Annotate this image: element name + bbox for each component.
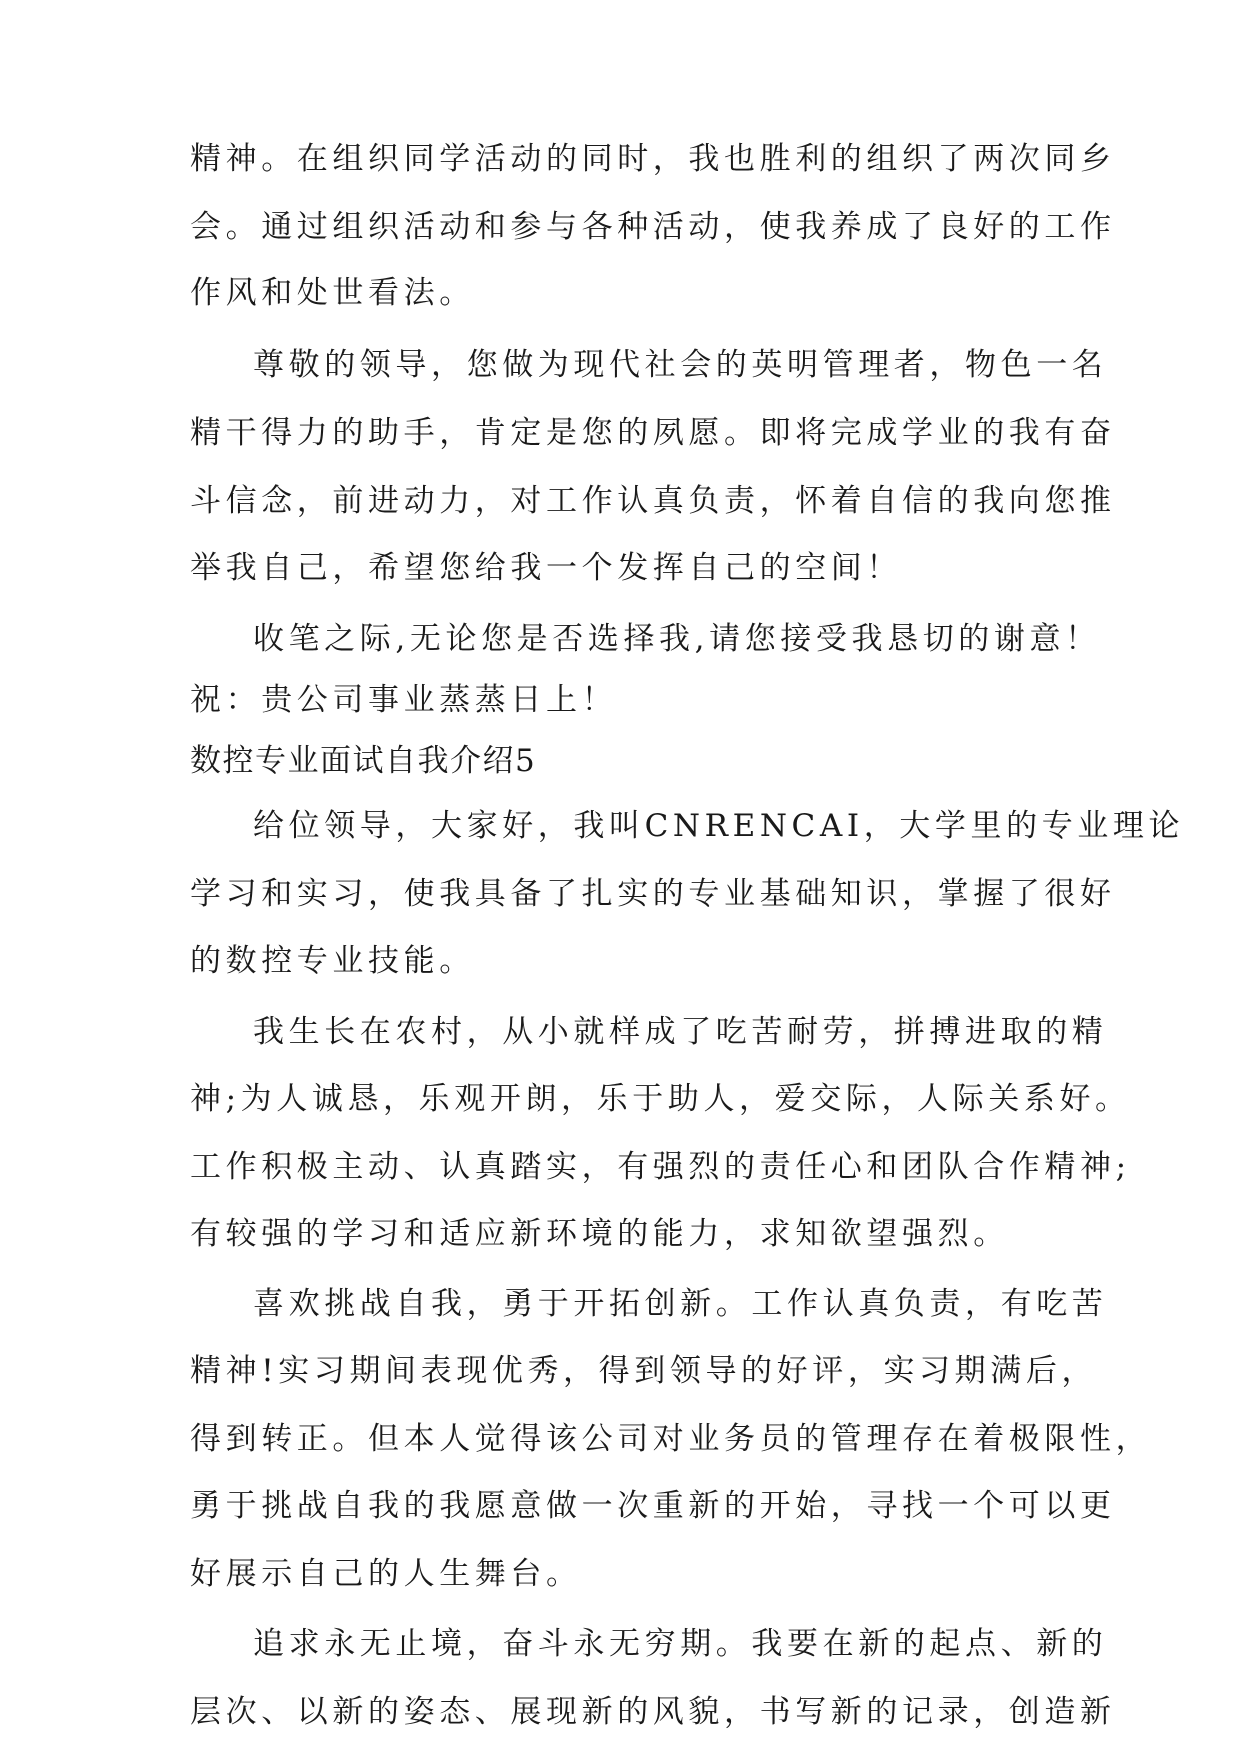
text-line: 得到转正。但本人觉得该公司对业务员的管理存在着极限性， bbox=[190, 1421, 1152, 1457]
text-line: 精神!实习期间表现优秀，得到领导的好评，实习期满后， bbox=[190, 1353, 1098, 1389]
text-line: 精神。在组织同学活动的同时，我也胜利的组织了两次同乡 bbox=[190, 141, 1116, 177]
text-line: 作风和处世看法。 bbox=[190, 275, 475, 311]
text-line: 的数控专业技能。 bbox=[190, 943, 475, 979]
paragraph-first-line: 喜欢挑战自我，勇于开拓创新。工作认真负责，有吃苦 bbox=[253, 1286, 1108, 1322]
paragraph-first-line: 给位领导，大家好，我叫CNRENCAI，大学里的专业理论 bbox=[253, 808, 1185, 844]
text-line: 有较强的学习和适应新环境的能力，求知欲望强烈。 bbox=[190, 1216, 1009, 1252]
text-line: 层次、以新的姿态、展现新的风貌，书写新的记录，创造新 bbox=[190, 1694, 1116, 1730]
text-line: 斗信念，前进动力，对工作认真负责，怀着自信的我向您推 bbox=[190, 483, 1116, 519]
paragraph-first-line: 追求永无止境，奋斗永无穷期。我要在新的起点、新的 bbox=[253, 1626, 1108, 1662]
paragraph-first-line: 尊敬的领导，您做为现代社会的英明管理者，物色一名 bbox=[253, 347, 1108, 383]
text-line: 举我自己，希望您给我一个发挥自己的空间！ bbox=[190, 550, 902, 586]
text-line: 神;为人诚恳，乐观开朗，乐于助人，爱交际，人际关系好。 bbox=[190, 1081, 1131, 1117]
paragraph-first-line: 我生长在农村，从小就样成了吃苦耐劳，拼搏进取的精 bbox=[253, 1014, 1108, 1050]
text-line: 勇于挑战自我的我愿意做一次重新的开始，寻找一个可以更 bbox=[190, 1488, 1116, 1524]
text-line: 会。通过组织活动和参与各种活动，使我养成了良好的工作 bbox=[190, 209, 1116, 245]
section-heading: 数控专业面试自我介绍5 bbox=[190, 743, 537, 779]
text-line: 精干得力的助手，肯定是您的夙愿。即将完成学业的我有奋 bbox=[190, 415, 1116, 451]
text-line: 学习和实习，使我具备了扎实的专业基础知识，掌握了很好 bbox=[190, 876, 1116, 912]
closing-wish: 祝：贵公司事业蒸蒸日上！ bbox=[190, 682, 618, 718]
text-line: 工作积极主动、认真踏实，有强烈的责任心和团队合作精神; bbox=[190, 1149, 1131, 1185]
paragraph-first-line: 收笔之际,无论您是否选择我,请您接受我恳切的谢意！ bbox=[253, 621, 1101, 657]
text-line: 好展示自己的人生舞台。 bbox=[190, 1556, 582, 1592]
